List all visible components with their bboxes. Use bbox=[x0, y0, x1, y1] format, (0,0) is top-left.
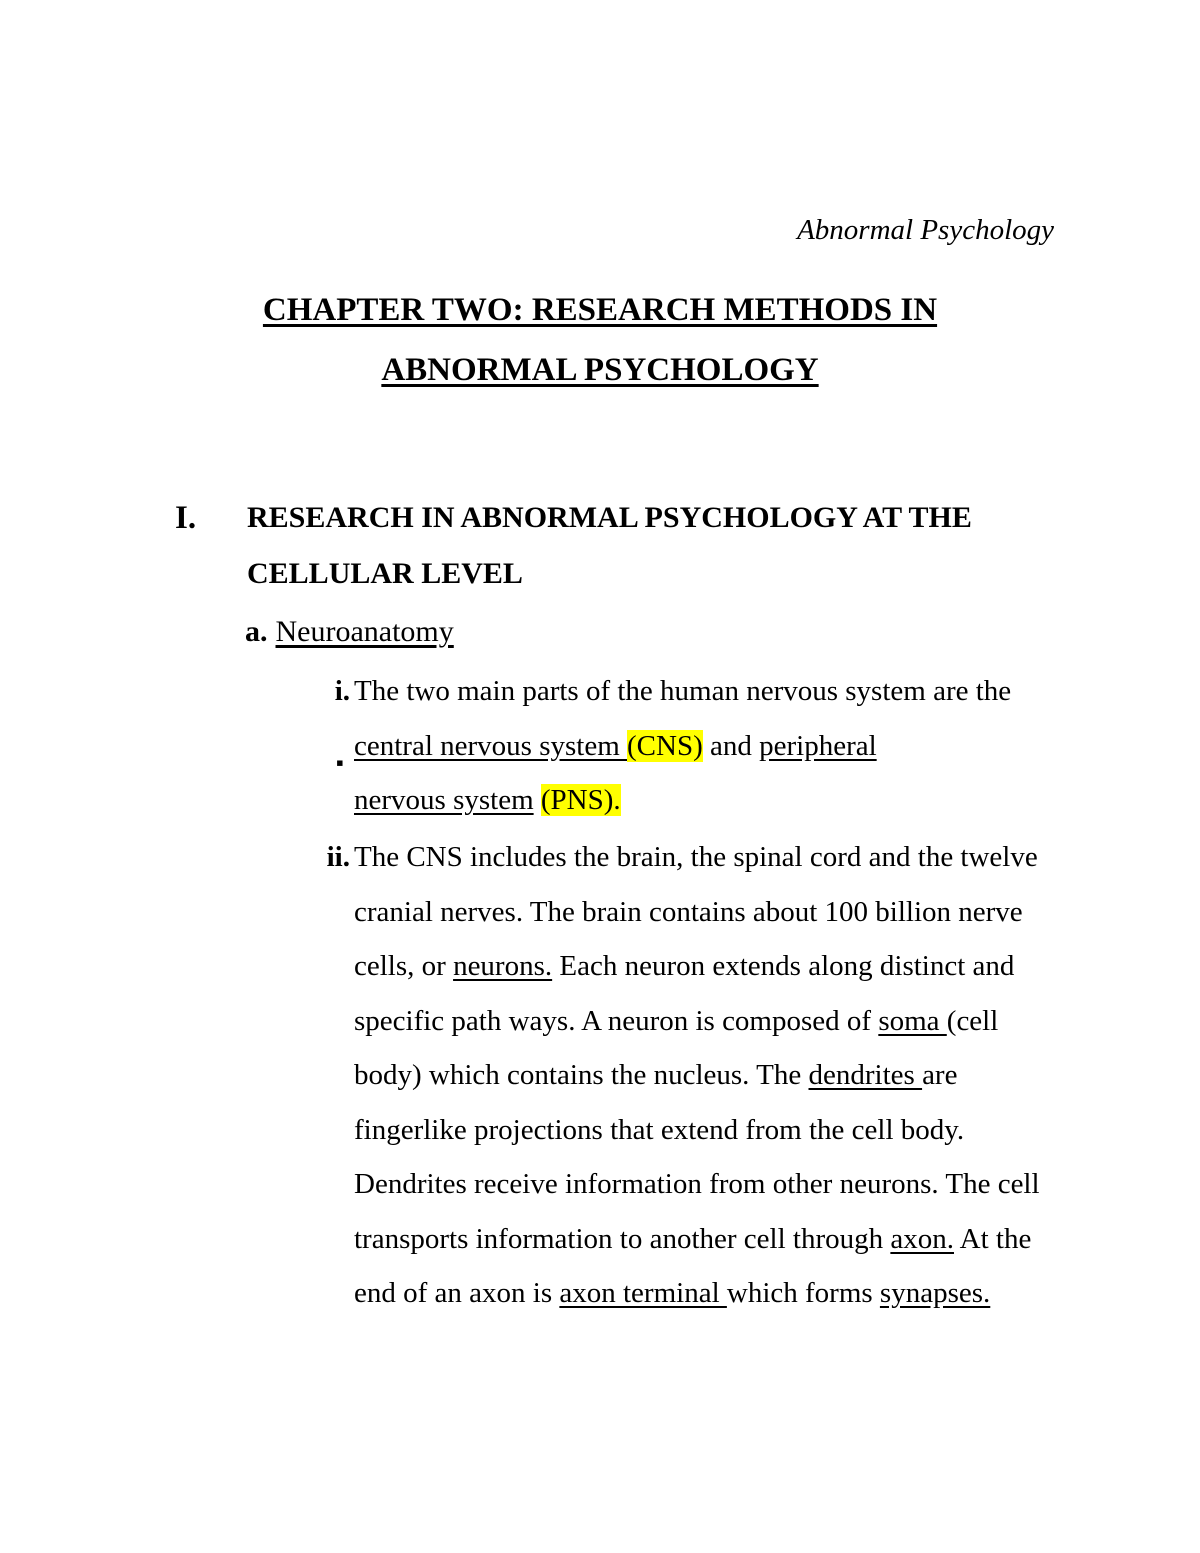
text-run: the bbox=[975, 675, 1012, 707]
text-run: The CNS includes the brain, the spinal cord and the twelve cranial nerves. The brain contains about 100 billion nerve cells, or bbox=[354, 841, 1038, 982]
text-run: are fingerlike projections that extend from the cell body. Dendrites receive information from other neurons. The cell transports information to another cell through bbox=[354, 1059, 1040, 1255]
chapter-title-line-1: CHAPTER TWO: RESEARCH METHODS IN bbox=[262, 292, 938, 328]
list-item-number: i. bbox=[334, 675, 350, 707]
term-dendrites: dendrites bbox=[808, 1059, 923, 1091]
subsection-title: Neuroanatomy bbox=[275, 615, 454, 648]
chapter-title bbox=[150, 280, 1050, 400]
highlight-pns: (PNS). bbox=[540, 784, 621, 816]
running-header: Abnormal Psychology bbox=[797, 214, 1054, 246]
list-item-text bbox=[354, 830, 1064, 1321]
highlight-cns: (CNS) bbox=[627, 729, 703, 762]
term-axon: axon. bbox=[890, 1222, 954, 1255]
text-run: Each neuron extends along distinct and specific path ways. A neuron is composed of bbox=[354, 950, 1015, 1037]
term-soma: soma bbox=[878, 1004, 947, 1037]
term-peripheral: peripheral bbox=[759, 729, 877, 762]
term-axon-terminal: axon terminal bbox=[559, 1277, 727, 1309]
subsection-heading bbox=[245, 604, 454, 660]
term-synapses: synapses. bbox=[879, 1277, 991, 1309]
text-run bbox=[534, 784, 541, 816]
text-run: which forms bbox=[726, 1277, 880, 1309]
chapter-title-line-2: ABNORMAL PSYCHOLOGY bbox=[381, 352, 819, 388]
section-title: RESEARCH IN ABNORMAL PSYCHOLOGY AT THE CELLULAR LEVEL bbox=[247, 501, 972, 590]
list-item-text bbox=[354, 664, 1064, 828]
text-run: and bbox=[702, 729, 760, 762]
text-run: (cell body) which contains the nucleus. The bbox=[354, 1004, 999, 1091]
section-number: I. bbox=[175, 500, 197, 536]
term-cns: central nervous system bbox=[354, 729, 628, 762]
text-run: The two main parts of the human nervous system are bbox=[354, 675, 969, 707]
subsection-marker: a. bbox=[245, 615, 268, 648]
text-run: At the end of an axon is bbox=[354, 1222, 1032, 1309]
term-nervous-system: nervous system bbox=[354, 784, 534, 816]
square-bullet-icon: ▪ bbox=[336, 750, 344, 775]
term-neurons: neurons. bbox=[453, 950, 553, 982]
list-item-number: ii. bbox=[326, 841, 350, 873]
